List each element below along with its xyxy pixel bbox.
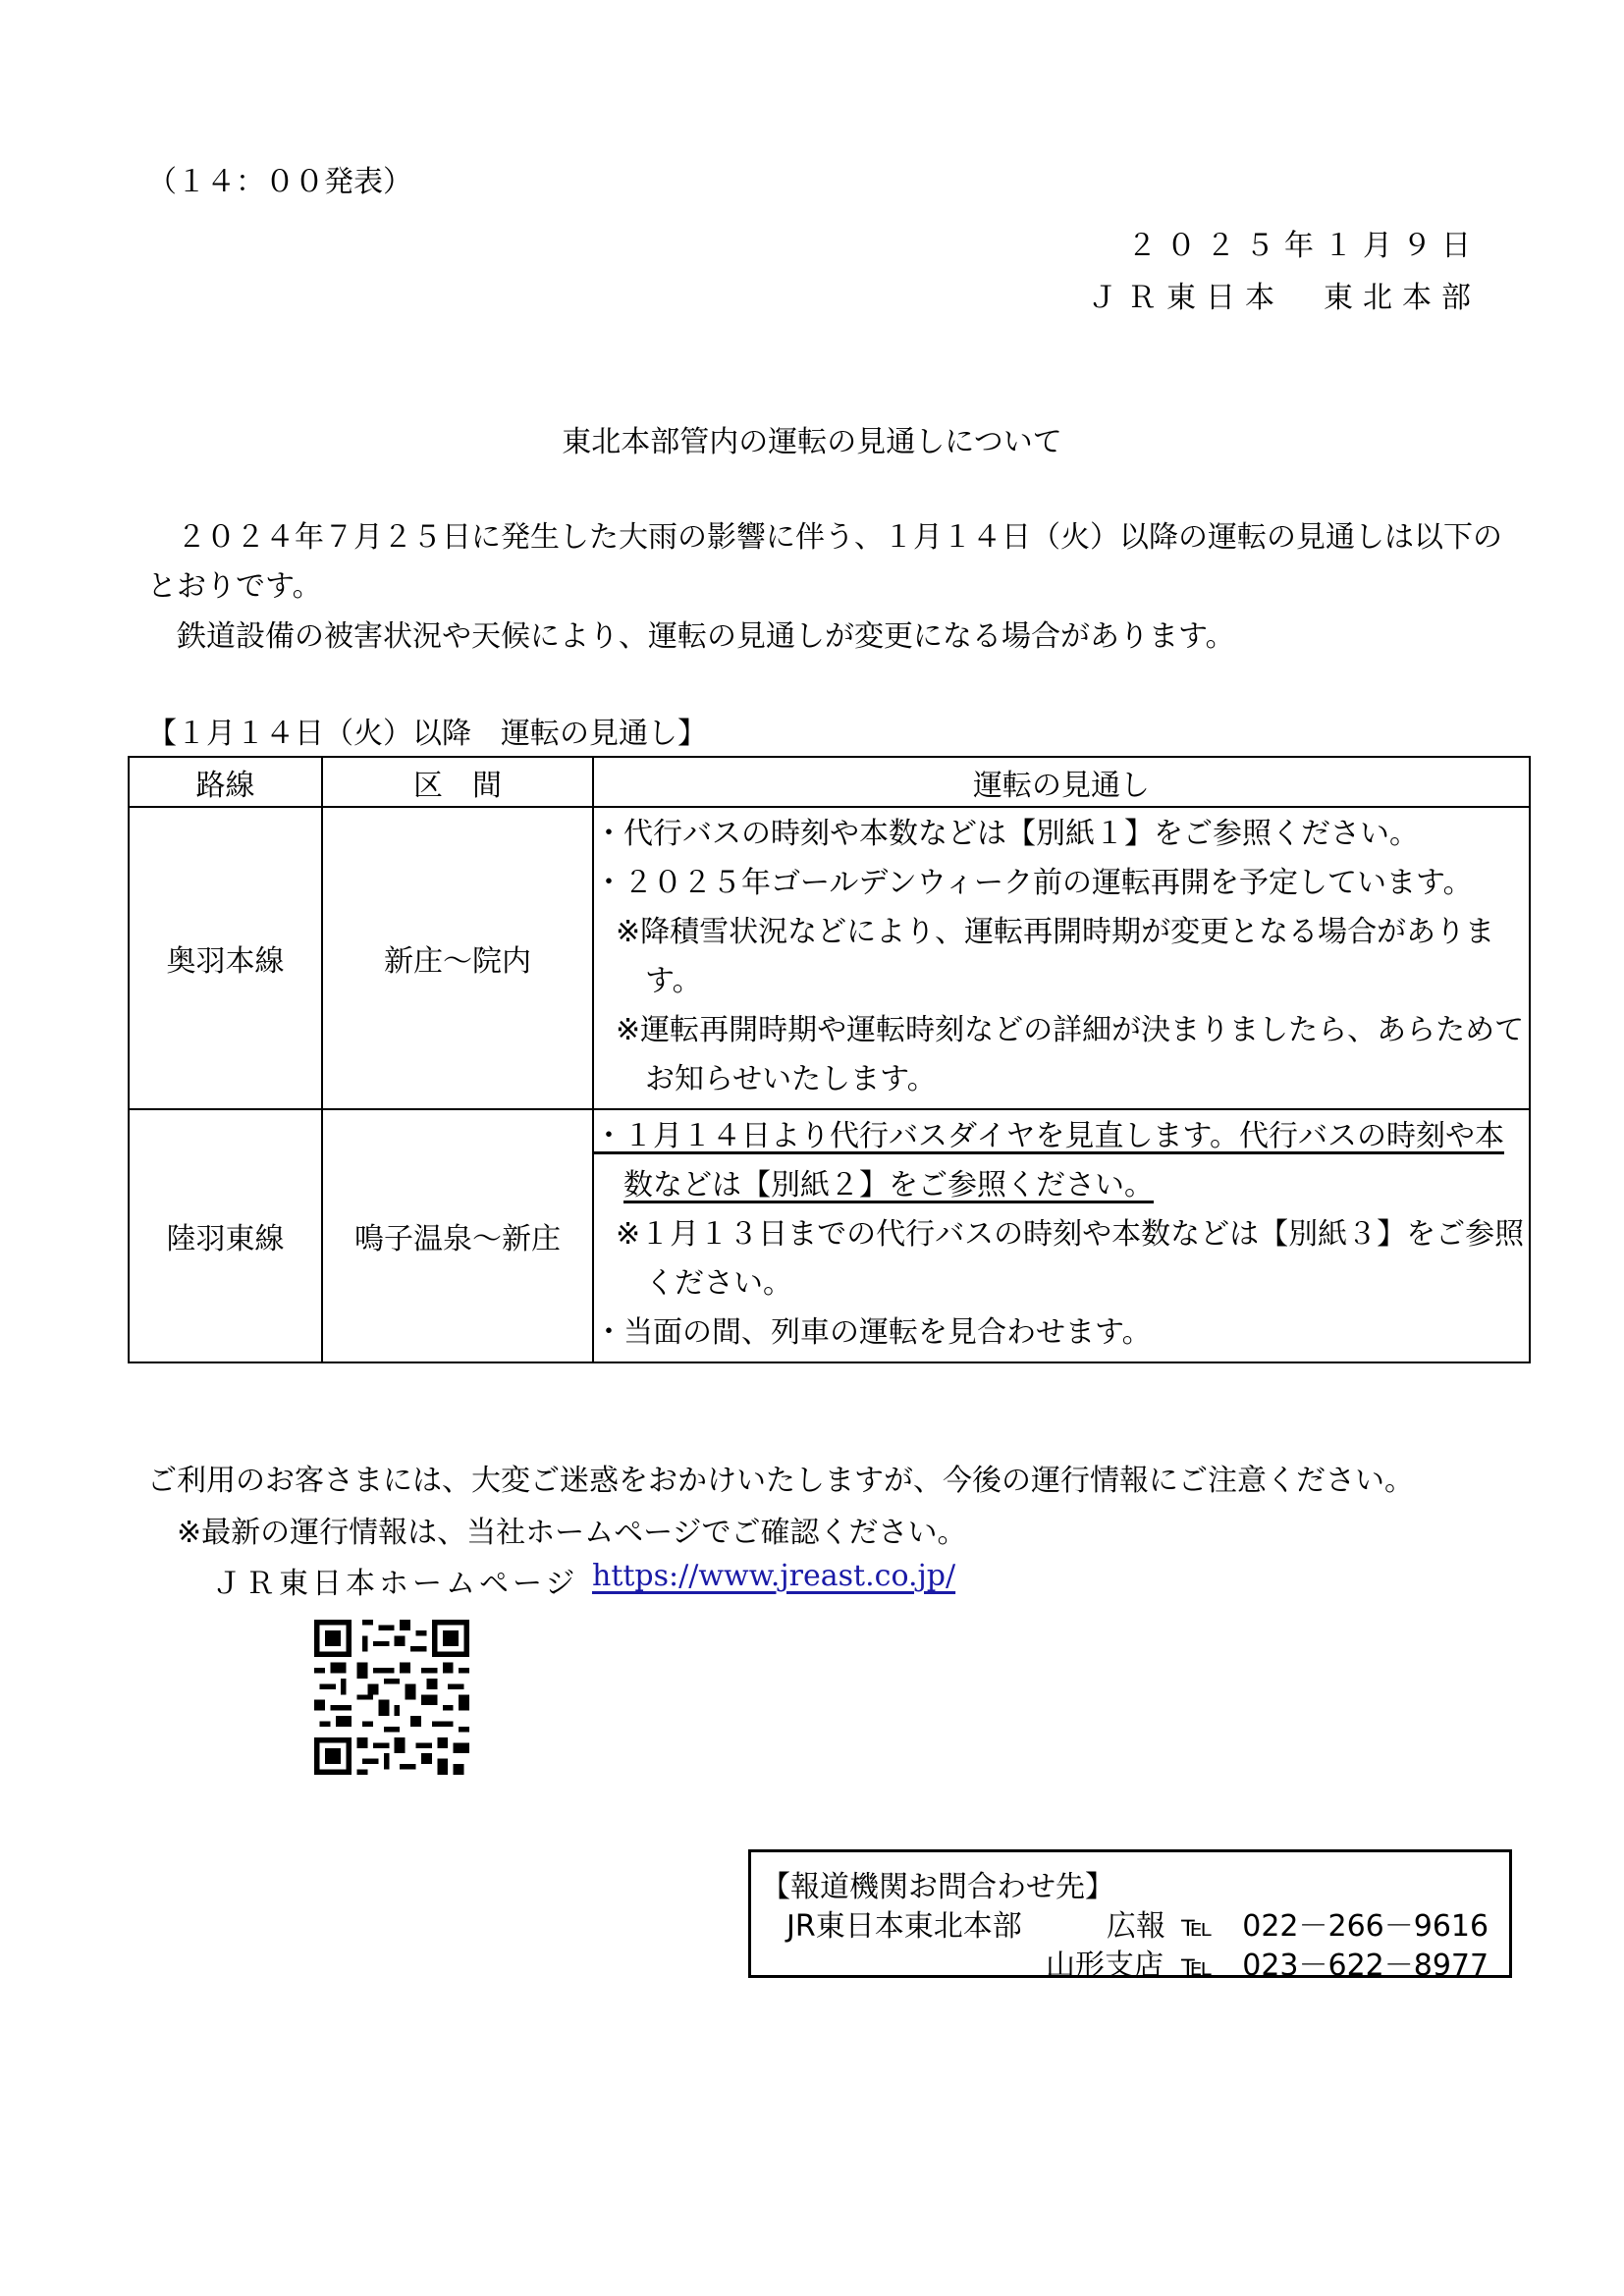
section-name: 新庄～院内 xyxy=(322,807,593,1109)
section-name: 鳴子温泉～新庄 xyxy=(322,1109,593,1362)
outlook-item: ・２０２５年ゴールデンウィーク前の運転再開を予定しています。 xyxy=(594,866,1473,900)
table-row xyxy=(129,807,1530,1109)
contact-department: 広報 xyxy=(1107,1909,1165,1944)
outlook-item-underlined: ・１月１４日より代行バスダイヤを見直します。代行バスの時刻や本数などは【別紙２】をご参照ください。 xyxy=(594,1119,1504,1202)
page-title: 東北本部管内の運転の見通しについて xyxy=(562,425,1062,459)
announcement-time: （１４：００発表） xyxy=(147,165,412,199)
table-caption: 【１月１４日（火）以降 運転の見通し】 xyxy=(147,717,707,751)
contact-heading: 【報道機関お問合わせ先】 xyxy=(761,1870,1114,1904)
header-outlook: 運転の見通し xyxy=(593,757,1530,807)
contact-office: 山形支店 xyxy=(1046,1949,1164,1983)
homepage-link[interactable]: https://www.jreast.co.jp/ xyxy=(592,1559,956,1593)
press-contact-box xyxy=(748,1849,1512,1983)
contact-office: JR東日本東北本部 xyxy=(786,1909,1022,1944)
header-line: 路線 xyxy=(129,757,322,807)
header-section: 区 間 xyxy=(322,757,593,807)
table-header-row xyxy=(129,757,1530,807)
line-name: 奥羽本線 xyxy=(129,807,322,1109)
contact-phone: ℡ 023－622－8977 xyxy=(1181,1949,1489,1983)
outlook-note: ※運転再開時期や運転時刻などの詳細が決まりましたら、あらためてお知らせいたします。 xyxy=(616,1013,1525,1096)
outlook-item xyxy=(594,1112,1529,1210)
outlook-note: ※１月１３日までの代行バスの時刻や本数などは【別紙３】をご参照ください。 xyxy=(616,1217,1525,1301)
table-row xyxy=(129,1109,1530,1362)
outlook-note: ※降積雪状況などにより、運転再開時期が変更となる場合があります。 xyxy=(616,915,1495,998)
contact-phone: ℡ 022－266－9616 xyxy=(1181,1909,1489,1944)
homepage-label: ＪＲ東日本ホームページ xyxy=(212,1567,579,1601)
outlook-cell xyxy=(593,1109,1530,1362)
qr-code-icon[interactable] xyxy=(314,1620,469,1775)
outlook-item: ・代行バスの時刻や本数などは【別紙１】をご参照ください。 xyxy=(594,817,1419,851)
outlook-cell xyxy=(593,807,1530,1109)
closing-message: ご利用のお客さまには、大変ご迷惑をおかけいたしますが、今後の運行情報にご注意ください。 xyxy=(147,1464,1414,1498)
issuer: ＪＲ東日本 東北本部 xyxy=(1088,281,1481,315)
intro-note: 鉄道設備の被害状況や天候により、運転の見通しが変更になる場合があります。 xyxy=(177,619,1235,654)
outlook-table xyxy=(128,756,1531,1363)
closing-note: ※最新の運行情報は、当社ホームページでご確認ください。 xyxy=(177,1516,967,1550)
issue-date: ２０２５年１月９日 xyxy=(1127,229,1481,263)
line-name: 陸羽東線 xyxy=(129,1109,322,1362)
outlook-item: ・当面の間、列車の運転を見合わせます。 xyxy=(594,1315,1152,1350)
intro-paragraph: ２０２４年７月２５日に発生した大雨の影響に伴う、１月１４日（火）以降の運転の見通しは以下のとおりです。 xyxy=(147,520,1502,604)
